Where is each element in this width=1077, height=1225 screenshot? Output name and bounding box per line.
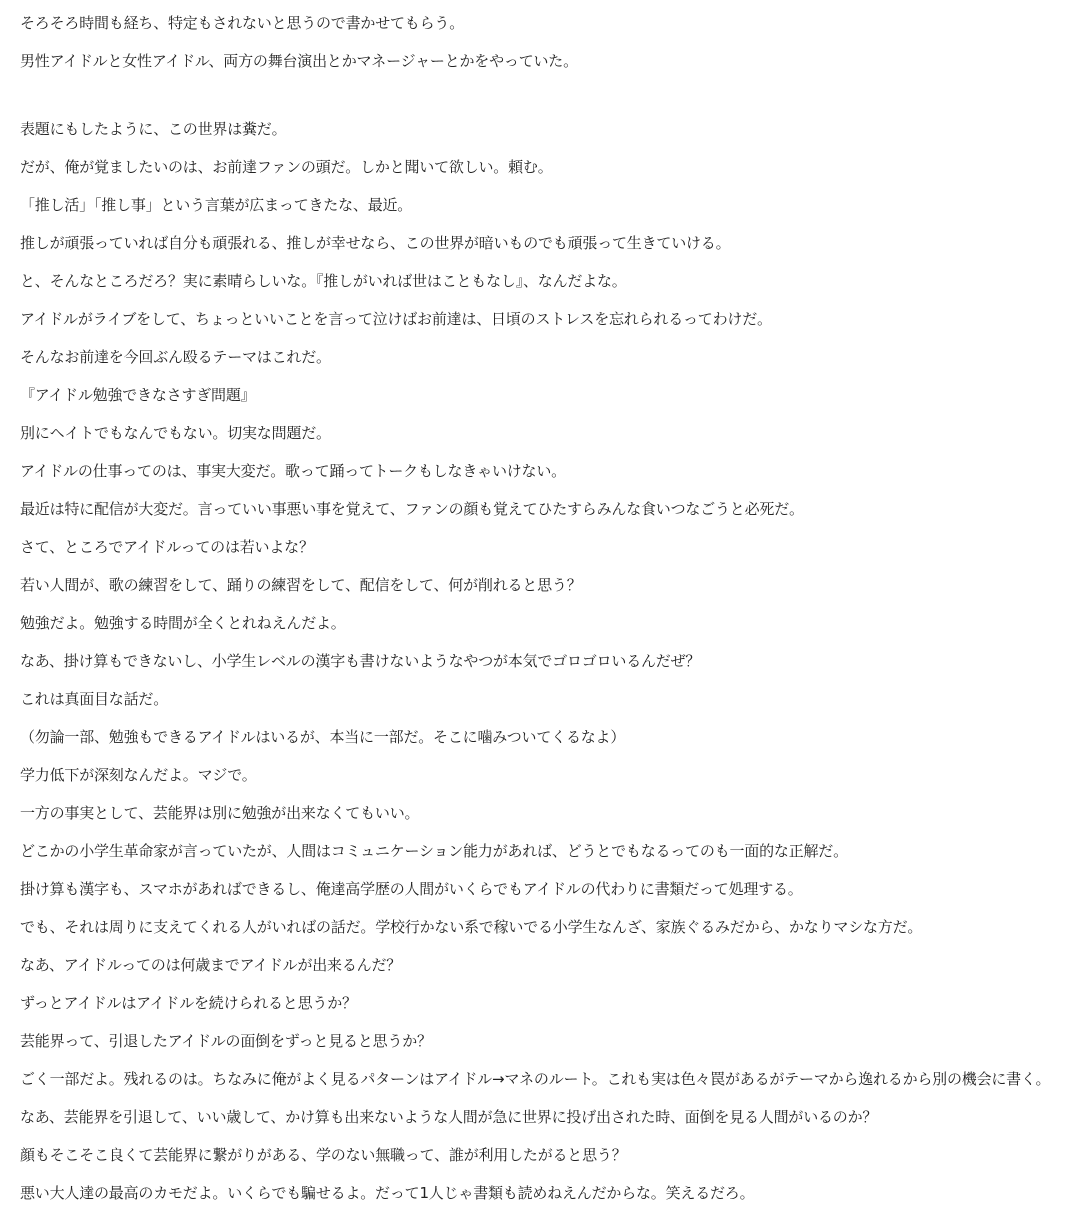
text-line: そろそろ時間も経ち、特定もされないと思うので書かせてもらう。 — [20, 14, 465, 32]
text-line: ずっとアイドルはアイドルを続けられると思うか？ — [20, 994, 357, 1012]
text-line: だが、俺が覚ましたいのは、お前達ファンの頭だ。しかと聞いて欲しい。頼む。 — [20, 158, 553, 176]
text-line: これは真面目な話だ。 — [20, 690, 169, 708]
text-line: 顔もそこそこ良くて芸能界に繋がりがある、学のない無職って、誰が利用したがると思う？ — [20, 1146, 627, 1164]
article-body — [20, 4, 1072, 1212]
text-line: アイドルの仕事ってのは、事実大変だ。歌って踊ってトークもしなきゃいけない。 — [20, 462, 566, 480]
text-line: 「推し活」「推し事」という言葉が広まってきたな、最近。 — [20, 196, 413, 214]
text-line: 一方の事実として、芸能界は別に勉強が出来なくてもいい。 — [20, 804, 420, 822]
text-line: 学力低下が深刻なんだよ。マジで。 — [20, 766, 257, 784]
text-line: 芸能界って、引退したアイドルの面倒をずっと見ると思うか？ — [20, 1032, 432, 1050]
text-line: アイドルがライブをして、ちょっといいことを言って泣けばお前達は、日頃のストレスを忘れられるってわけだ。 — [20, 310, 772, 328]
text-line: なあ、アイドルってのは何歳までアイドルが出来るんだ？ — [20, 956, 402, 974]
text-line: なあ、掛け算もできないし、小学生レベルの漢字も書けないようなやつが本気でゴロゴロいるんだぜ？ — [20, 652, 701, 670]
blank-line — [20, 80, 1072, 110]
text-line: ごく一部だよ。残れるのは。ちなみに俺がよく見るパターンはアイドル→マネのルート。これも実は色々罠があるがテーマから逸れるから別の機会に書く。 — [20, 1070, 1051, 1088]
text-line: 『アイドル勉強できなさすぎ問題』 — [20, 386, 256, 404]
text-line: さて、ところでアイドルってのは若いよな？ — [20, 538, 314, 556]
text-line: でも、それは周りに支えてくれる人がいればの話だ。学校行かない系で稼いでる小学生なんざ、家族ぐるみだから、かなりマシな方だ。 — [20, 918, 923, 936]
text-line: なあ、芸能界を引退して、いい歳して、かけ算も出来ないような人間が急に世界に投げ出された時、面倒を見る人間がいるのか？ — [20, 1108, 878, 1126]
text-line: 勉強だよ。勉強する時間が全くとれねえんだよ。 — [20, 614, 346, 632]
text-line: 若い人間が、歌の練習をして、踊りの練習をして、配信をして、何が削れると思う？ — [20, 576, 582, 594]
text-line: どこかの小学生革命家が言っていたが、人間はコミュニケーション能力があれば、どうとでもなるってのも一面的な正解だ。 — [20, 842, 848, 860]
text-line: と、そんなところだろ？実に素晴らしいな。『推しがいれば世はこともなし』、なんだよな。 — [20, 272, 627, 290]
text-line: 男性アイドルと女性アイドル、両方の舞台演出とかマネージャーとかをやっていた。 — [20, 52, 578, 70]
text-line: 表題にもしたように、この世界は糞だ。 — [20, 120, 287, 138]
text-line: 掛け算も漢字も、スマホがあればできるし、俺達高学歴の人間がいくらでもアイドルの代わりに書類だって処理する。 — [20, 880, 803, 898]
text-line: （勿論一部、勉強もできるアイドルはいるが、本当に一部だ。そこに噛みついてくるなよ） — [20, 728, 626, 746]
text-line: そんなお前達を今回ぶん殴るテーマはこれだ。 — [20, 348, 331, 366]
text-line: 悪い大人達の最高のカモだよ。いくらでも騙せるよ。だって1人じゃ書類も読めねえんだからな。笑えるだろ。 — [20, 1184, 755, 1202]
text-line: 推しが頑張っていれば自分も頑張れる、推しが幸せなら、この世界が暗いものでも頑張って生きていける。 — [20, 234, 731, 252]
text-line: 最近は特に配信が大変だ。言っていい事悪い事を覚えて、ファンの顔も覚えてひたすらみんな食いつなごうと必死だ。 — [20, 500, 804, 518]
text-line: 別にヘイトでもなんでもない。切実な問題だ。 — [20, 424, 331, 442]
